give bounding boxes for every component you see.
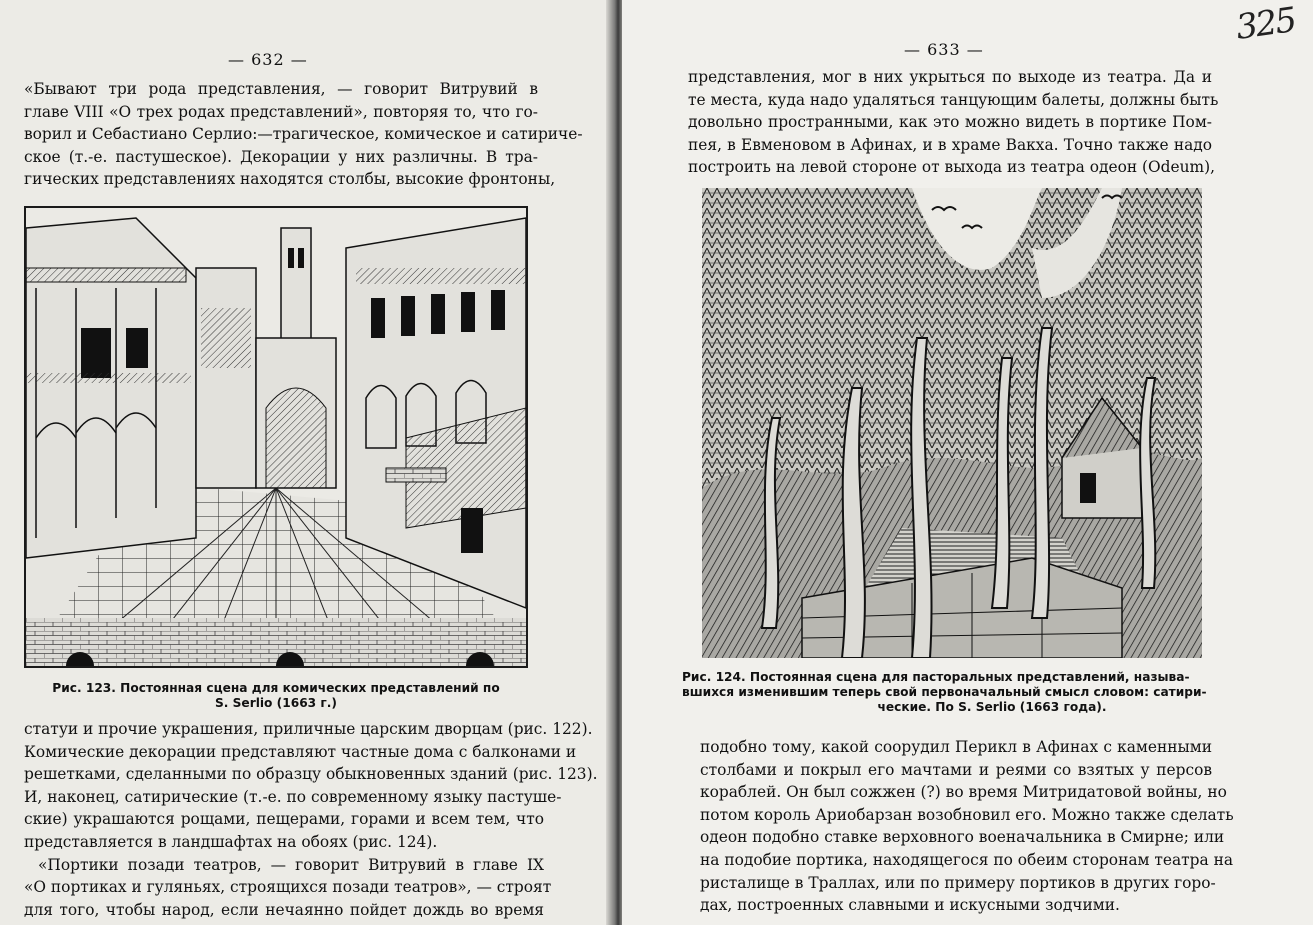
text-line: представляется в ландшафтах на обоях (рис. 124). [24, 832, 438, 851]
figure-124-caption [682, 670, 1302, 715]
figure-123-caption [24, 681, 528, 711]
text-line: пея, в Евменовом в Афинах, и в храме Вакха. Точно также надо [688, 135, 1212, 154]
text-line: кораблей. Он был сожжен (?) во время Митридатовой войны, но [700, 783, 1227, 802]
caption-line: вшихся изменившим теперь свой первоначальный смысл словом: сатири- [682, 685, 1207, 699]
text-line: довольно пространными, как это можно видеть в портике Пом- [688, 113, 1212, 132]
text-line: главе VIII «О трех родах представлений», повторяя то, что го- [24, 102, 538, 121]
figure-123-street-scene [24, 206, 528, 668]
text-line: Комические декорации представляют частные дома с балконами и [24, 742, 577, 761]
street-scene-illustration [26, 208, 526, 666]
text-line: на подобие портика, находящегося по обеим сторонам театра на [700, 850, 1234, 869]
text-line: «Бывают три рода представления, — говорит Витрувий в [24, 80, 538, 98]
caption-line: S. Serlio (1663 г.) [215, 696, 337, 710]
forest-scene-illustration [702, 188, 1202, 658]
text-line: статуи и прочие украшения, приличные царским дворцам (рис. 122). [24, 720, 593, 738]
handwritten-folio-number: 325 [1233, 0, 1298, 48]
text-line: дах, построенных славными и искусными зодчими. [700, 896, 1120, 915]
text-line: гических представлениях находятся столбы, высокие фронтоны, [24, 170, 556, 189]
left-page [0, 0, 612, 925]
right-bottom-text [700, 736, 1234, 917]
text-line: ристалище в Траллах, или по примеру портиков в других горо- [700, 873, 1216, 892]
text-line: представления, мог в них укрыться по выходе из театра. Да и [688, 68, 1212, 86]
right-top-text [688, 66, 1219, 179]
text-line: ское (т.-е. пастушеское). Декорации у них различны. В тра- [24, 147, 538, 166]
left-bottom-text [24, 718, 598, 921]
text-line: «Портики позади театров, — говорит Витрувий в главе IX [38, 855, 544, 874]
text-line: столбами и покрыл его мачтами и реями со взятых у персов [700, 760, 1212, 779]
left-top-text [24, 78, 583, 191]
text-line: И, наконец, сатирические (т.-е. по современному языку пастуше- [24, 787, 562, 806]
page-number-left: — 632 — [228, 50, 308, 69]
page-number-right: — 633 — [904, 40, 984, 59]
text-line: решетками, сделанными по образцу обыкновенных зданий (рис. 123). [24, 765, 598, 784]
text-line: «О портиках и гуляньях, строящихся позади театров», — строят [24, 878, 552, 897]
text-line: те места, куда надо удаляться танцующим балеты, должны быть [688, 90, 1219, 109]
caption-line: ческие. По S. Serlio (1663 года). [877, 700, 1107, 714]
right-page [622, 0, 1313, 925]
text-line: для того, чтобы народ, если нечаянно пойдет дождь во время [24, 900, 544, 919]
caption-line: Рис. 124. Постоянная сцена для пасторальных представлений, называ- [682, 670, 1190, 684]
text-line: ворил и Себастиано Серлио:—трагическое, комическое и сатириче- [24, 125, 583, 144]
figure-124-forest-scene [702, 188, 1202, 658]
caption-line: Рис. 123. Постоянная сцена для комических представлений по [52, 681, 500, 695]
text-line: построить на левой стороне от выхода из театра одеон (Odeum), [688, 158, 1215, 177]
text-line: одеон подобно ставке верховного военачальника в Смирне; или [700, 828, 1225, 847]
text-line: потом король Ариобарзан возобновил его. Можно также сделать [700, 805, 1234, 824]
text-line: подобно тому, какой соорудил Перикл в Афинах с каменными [700, 738, 1212, 756]
text-line: ские) украшаются рощами, пещерами, горами и всем тем, что [24, 810, 544, 829]
